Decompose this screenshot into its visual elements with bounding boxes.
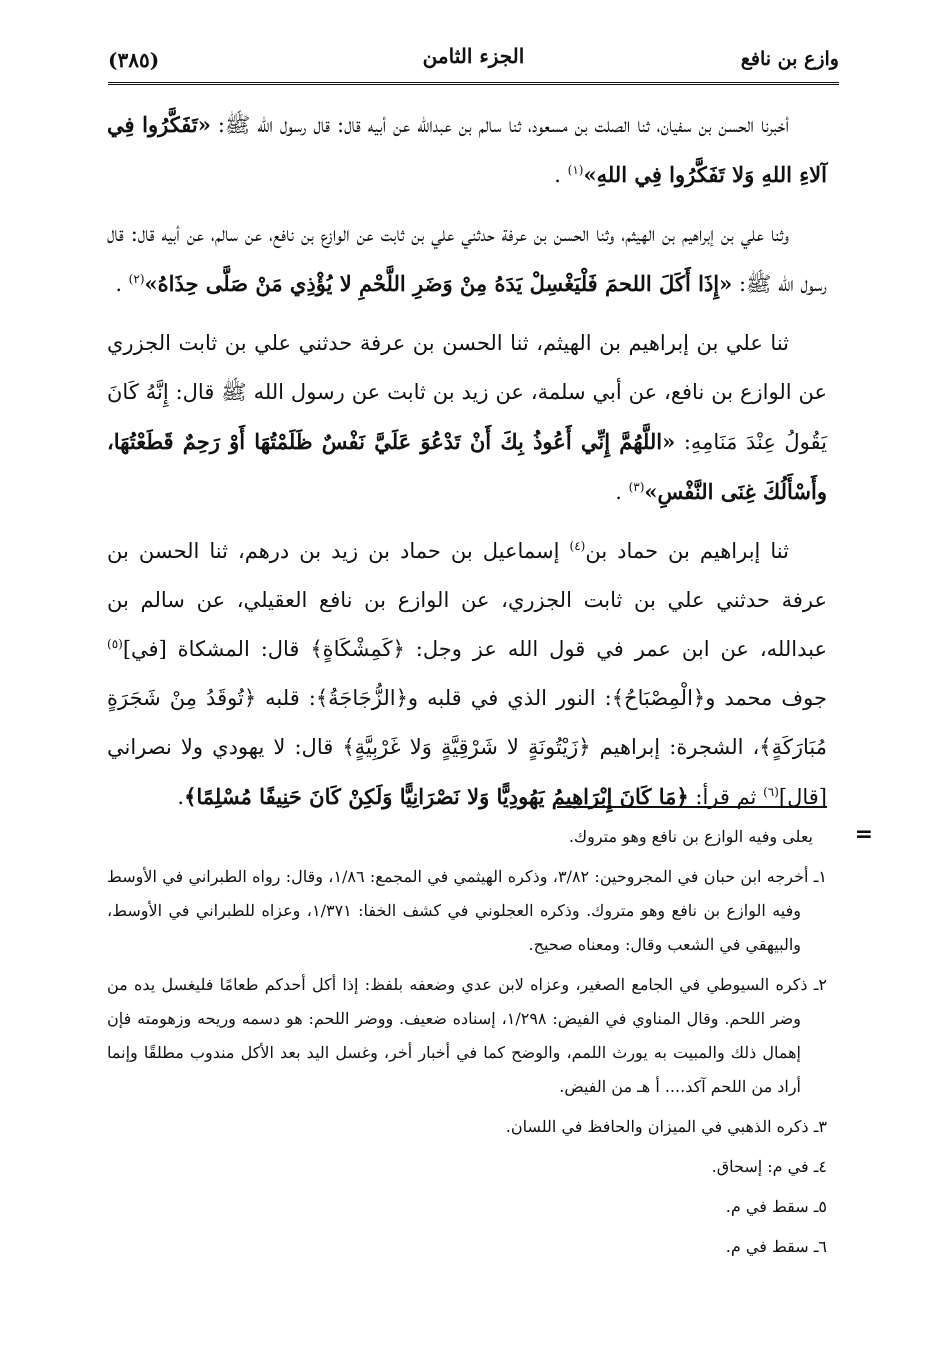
footnote-ref: (٣) bbox=[628, 480, 645, 494]
hadith-text: «تَفَكَّرُوا فِي آلاءِ اللهِ وَلا تَفَكَّرُوا فِي اللهِ» bbox=[107, 112, 827, 187]
volume-title: الجزء الثامن bbox=[422, 44, 525, 68]
paragraph-end: . bbox=[554, 163, 568, 187]
paragraph-text: جوف محمد و﴿الْمِصْبَاحُ﴾: النور الذي في قلبه و﴿الزُّجَاجَةُ﴾: قلبه ﴿تُوقَدُ مِنْ شَجَرَةٍ مُبَارَكَةٍ﴾، الشجرة: إبراهيم ﴿زَيْتُونَةٍ لا شَرْقِيَّةٍ وَلا غَرْبِيَّةٍ﴾ قال: لا يهودي ولا نصراني [قال] bbox=[107, 686, 827, 809]
footnote-1: ١ـ أخرجه ابن حبان في المجروحين: ٣/٨٢، وذكره الهيثمي في المجمع: ١/٨٦، وقال: رواه الطبراني في الأوسط وفيه الوازع بن نافع وهو متروك. وذكره العجلوني في كشف الخفا: ١/٣٧١، وعزاه للطبراني في الأوسط، والبيهقي في الشعب وقال: ومعناه صحيح. bbox=[107, 867, 828, 954]
main-text bbox=[107, 100, 827, 832]
paragraph-text: ثنا علي بن إبراهيم بن الهيثم، ثنا الحسن بن عرفة حدثني علي بن ثابت الجزري عن الوازع بن نافع، عن أبي سلمة، عن زيد بن ثابت عن رسول الله ﷺ قال: إِنَّهُ كَانَ يَقُولُ عِنْدَ مَنَامِهِ: bbox=[107, 331, 827, 454]
footnote-4: ٤ـ في م: إسحاق. bbox=[711, 1157, 827, 1176]
footnote-continuation-mark: = bbox=[854, 822, 873, 847]
footnote-divider bbox=[557, 806, 827, 808]
footnote-ref: (٥) bbox=[107, 637, 123, 651]
paragraph-text: أخبرنا الحسن بن سفيان، ثنا الصلت بن مسعود، ثنا سالم بن عبدالله عن أبيه قال: قال رسول الله ﷺ: bbox=[210, 113, 789, 137]
hadith-text: «اللَّهُمَّ إِنِّي أَعُوذُ بِكَ أَنْ تَدْعُوَ عَلَيَّ نَفْسٌ ظَلَمْتُهَا أَوْ رَحِمٌ قَطَعْتُهَا، وأَسْأَلُكَ غِنَى النَّفْسِ» bbox=[107, 429, 827, 504]
paragraph-text: ثنا إبراهيم بن حماد بن bbox=[585, 539, 789, 563]
paragraph-end: . bbox=[115, 272, 129, 296]
paragraph-3 bbox=[107, 319, 827, 517]
page-number: (٣٨٥) bbox=[108, 48, 160, 72]
paragraph-4 bbox=[107, 527, 827, 822]
paragraph-end: . bbox=[177, 785, 185, 809]
footnote-ref: (٢) bbox=[128, 272, 145, 286]
paragraph-text: ثم قرأ: bbox=[688, 785, 764, 809]
footnotes bbox=[107, 820, 827, 1270]
quran-verse: ﴿مَا كَانَ إِبْرَاهِيمُ يَهُودِيًّا وَلا نَصْرَانِيًّا وَلَكِنْ كَانَ حَنِيفًا مُسْلِمًا﴾ bbox=[184, 784, 689, 809]
footnote-ref: (١) bbox=[567, 163, 584, 177]
header-divider bbox=[108, 82, 839, 85]
paragraph-end: . bbox=[615, 480, 629, 504]
footnote-ref: (٤) bbox=[569, 539, 586, 553]
running-head bbox=[108, 40, 839, 80]
footnote-continuation: يعلى وفيه الوازع بن نافع وهو متروك. bbox=[568, 827, 813, 846]
footnote-ref: (٦) bbox=[763, 785, 779, 799]
footnote-2: ٢ـ ذكره السيوطي في الجامع الصغير، وعزاه لابن عدي وضعفه بلفظ: إذا أكل أحدكم طعامًا فليغسل يده من وضر اللحم. وقال المناوي في الفيض: ١/٢٩٨، إسناده ضعيف. ووضر اللحم: هو دسمه وريحه وزهومته فإن إهمال ذلك والمبيت به يورث اللمم، والوضح كما في أخبار أخر، وغسل اليد بعد الأكل مندوب مطلقًا وإنما أراد من اللحم آكد.... أ هـ من الفيض. bbox=[107, 975, 827, 1096]
footnote-3: ٣ـ ذكره الذهبي في الميزان والحافظ في اللسان. bbox=[505, 1117, 827, 1136]
paragraph-text: وثنا علي بن إبراهيم بن الهيثم، وثنا الحسن بن عرفة حدثني علي بن ثابت عن الوازع بن نافع، عن سالم، عن أبيه قال: قال رسول الله ﷺ: bbox=[107, 222, 827, 296]
paragraph-text: إسماعيل بن حماد بن زيد بن درهم، ثنا الحسن بن عرفة حدثني علي بن ثابت الجزري، عن الوازع بن نافع العقيلي، عن سالم بن عبدالله، عن ابن عمر في قول الله عز وجل: ﴿كَمِشْكَاةٍ﴾ قال: المشكاة [في] bbox=[107, 539, 827, 661]
hadith-text: «إِذَا أَكَلَ اللحمَ فَلْيَغْسِلْ يَدَهُ مِنْ وَضَرِ اللَّحْمِ لا يُؤْذِي مَنْ صَلَّى حِذَاهُ» bbox=[144, 271, 733, 296]
footnote-6: ٦ـ سقط في م. bbox=[725, 1237, 827, 1256]
paragraph-1 bbox=[107, 100, 827, 200]
paragraph-2 bbox=[107, 210, 827, 309]
footnote-5: ٥ـ سقط في م. bbox=[725, 1197, 827, 1216]
chapter-title: وازع بن نافع bbox=[740, 48, 839, 70]
